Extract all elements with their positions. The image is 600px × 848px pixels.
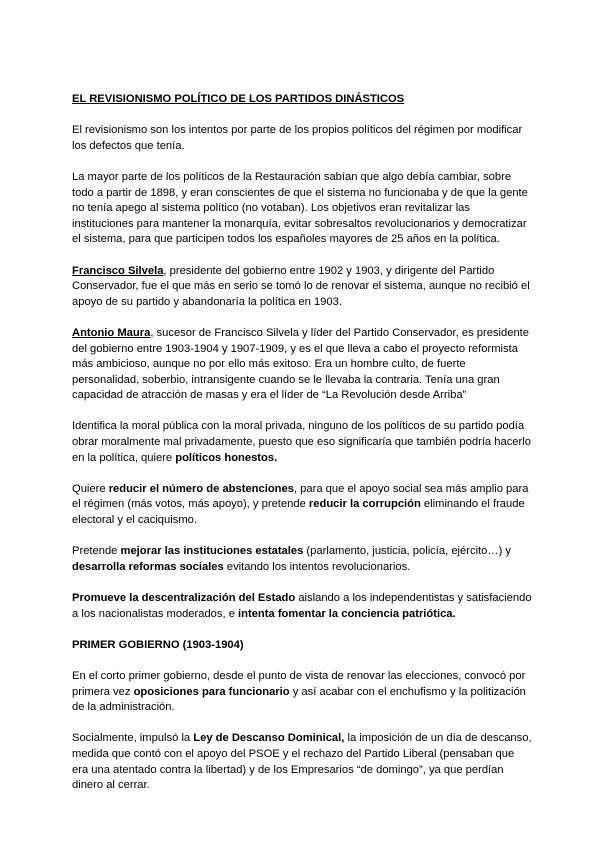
paragraph-abstenciones bbox=[72, 482, 532, 529]
oposiciones-text-1: En el corto primer gobierno, desde el punto de vista de renovar las elecciones, convocó por primera vez bbox=[72, 669, 526, 698]
section-heading-primer-gobierno: PRIMER GOBIERNO (1903-1904) bbox=[72, 638, 244, 651]
moral-text: Identifica la moral pública con la moral privada, ninguno de los políticos de su partido podía obrar moralmente mal privadamente, puesto que eso significaría que también podría hacerlo en la política, quiere bbox=[72, 420, 531, 464]
silvela-text: , presidente del gobierno entre 1902 y 1903, y dirigente del Partido Conservador, fue el que más en serio se tomó lo de renovar el sistema, aunque no recibió el apoyo de su partido y abandonaría la política en 1903. bbox=[72, 264, 530, 308]
paragraph-descanso bbox=[72, 731, 532, 793]
instituciones-text-2: (parlamento, justicia, policía, ejército…) y bbox=[303, 545, 511, 558]
abstenciones-text-2: , para que el apoyo social sea más amplio para el régimen (más votos, más apoyo), y pretende bbox=[72, 482, 529, 511]
paragraph-restauracion: La mayor parte de los políticos de la Restauración sabían que algo debía cambiar, sobre todo a partir de 1898, y eran conscientes de que el sistema no funcionaba y de que la gente no tenía apego al sistema político (no votaban). Los objetivos eran revitalizar las instituciones para mantener la monarquía, evitar sobresaltos revolucionarios y democratizar el sistema, para que participen todos los españoles mayores de 25 años en la política. bbox=[72, 170, 528, 246]
paragraph-instituciones bbox=[72, 544, 532, 575]
maura-text: , sucesor de Francisco Silvela y líder del Partido Conservador, es presidente del gobierno entre 1903-1904 y 1907-1909, y es el que lleva a cabo el proyecto reformista más ambicioso, aunque no por ello más exitoso. Era un hombre culto, de fuerte personalidad, soberbio, intransigente cuando se le llevaba la contraria. Tenía una gran capacidad de atracción de masas y era el líder de “La Revolución desde Arriba” bbox=[72, 326, 530, 402]
document-title: EL REVISIONISMO POLÍTICO DE LOS PARTIDOS DINÁSTICOS bbox=[72, 93, 405, 105]
moral-bold: políticos honestos. bbox=[175, 451, 278, 464]
descanso-bold-1: Ley de Descanso Dominical, bbox=[193, 732, 345, 745]
instituciones-text-1: Pretende bbox=[72, 545, 121, 558]
paragraph-oposiciones bbox=[72, 669, 532, 716]
oposiciones-text-2: y así acabar con el enchufismo y la politización de la administración. bbox=[72, 685, 526, 714]
descanso-text-2: la imposición de un día de descanso, medida que contó con el apoyo del PSOE y el rechazo del Partido Liberal (pensaban que era una atentado contra la libertad) y de los Empresarios “de domingo”, ya que perdían dinero al cerrar. bbox=[72, 732, 532, 792]
oposiciones-bold-1: oposiciones para funcionario bbox=[133, 685, 290, 698]
abstenciones-text-3: eliminando el fraude electoral y el caciquismo. bbox=[72, 498, 525, 527]
abstenciones-bold-1: reducir el número de abstenciones bbox=[108, 482, 294, 495]
descanso-text-1: Socialmente, impulsó la bbox=[72, 732, 194, 745]
descentralizacion-bold-1: Promueve la descentralización del Estado bbox=[72, 592, 296, 604]
person-name-silvela: Francisco Silvela bbox=[72, 264, 164, 277]
descentralizacion-text-1: aislando a los independentistas y satisfaciendo a los nacionalistas moderados, e bbox=[72, 592, 532, 620]
document-page bbox=[72, 92, 532, 809]
abstenciones-text-1: Quiere bbox=[72, 482, 109, 495]
instituciones-text-3: evitando los intentos revolucionarios. bbox=[223, 560, 411, 573]
paragraph-descentralizacion bbox=[72, 591, 532, 622]
paragraph-intro: El revisionismo son los intentos por parte de los propios políticos del régimen por modificar los defectos que tenía. bbox=[72, 124, 523, 152]
paragraph-silvela bbox=[72, 264, 532, 311]
instituciones-bold-2: desarrolla reformas sociales bbox=[72, 560, 224, 573]
abstenciones-bold-2: reducir la corrupción bbox=[308, 498, 421, 511]
person-name-maura: Antonio Maura bbox=[72, 326, 151, 339]
paragraph-moral bbox=[72, 419, 532, 466]
paragraph-maura bbox=[72, 326, 532, 404]
instituciones-bold-1: mejorar las instituciones estatales bbox=[120, 545, 304, 558]
descentralizacion-bold-2: intenta fomentar la conciencia patriótica. bbox=[238, 607, 456, 620]
